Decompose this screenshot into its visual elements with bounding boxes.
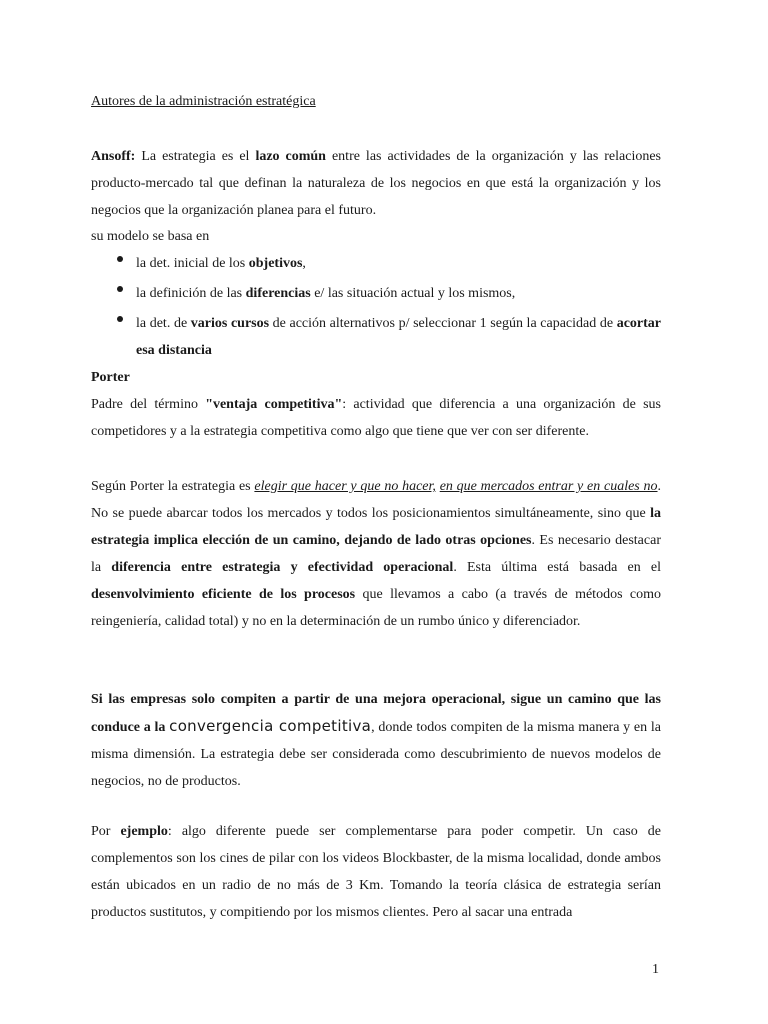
ejemplo-text-1: Por: [91, 824, 121, 839]
bullet-item-3: [136, 310, 661, 364]
ansoff-text-1: La estrategia es el: [135, 149, 256, 164]
segun-underline-2: en que mercados entrar y en cuales no: [439, 479, 658, 494]
segun-text-4: . Es necesario destacar la: [91, 533, 661, 575]
bullet-1-post: ,: [302, 256, 306, 271]
ejemplo-paragraph: [91, 818, 661, 926]
bullet-2-bold: diferencias: [245, 286, 311, 301]
bullet-1-bold: objetivos: [248, 256, 303, 271]
ansoff-paragraph: [91, 143, 661, 224]
bullet-icon: [117, 316, 123, 322]
segun-bold-1: la estrategia implica elección de un camino, dejando de lado otras opciones: [91, 506, 661, 548]
porter-heading-text: Porter: [91, 370, 130, 385]
bullet-3-pre: la det. de: [136, 316, 191, 331]
empresas-sans-term: convergencia competitiva: [169, 717, 372, 735]
ansoff-bold-1: lazo común: [255, 149, 326, 164]
ansoff-name: Ansoff:: [91, 149, 136, 164]
ansoff-text-2: entre las actividades de la organización y las relaciones producto-mercado tal que definan la naturaleza de los negocios en que está la organización y los negocios que la organización planea para el futuro.: [91, 149, 661, 218]
bullet-2-pre: la definición de las: [136, 286, 246, 301]
porter-bold: "ventaja competitiva": [205, 397, 343, 412]
porter-paragraph: [91, 391, 661, 445]
segun-text-6: que llevamos a cabo (a través de métodos como reingeniería, calidad total) y no en la determinación de un rumbo único y diferenciador.: [91, 587, 661, 629]
empresas-paragraph: [91, 686, 661, 795]
empresas-bold: Si las empresas solo compiten a partir de una mejora operacional, sigue un camino que las conduce a la: [91, 692, 661, 735]
bullet-3-post: de acción alternativos p/ seleccionar 1 según la capacidad de: [269, 316, 617, 331]
ejemplo-text-2: : algo diferente puede ser complementarse para poder competir. Un caso de complementos son los cines de pilar con los videos Blockbaster, de la misma localidad, donde ambos están ubicados en un radio de no más de 3 Km. Tomando la teoría clásica de estrategia serían productos sustitutos, y compitiendo por los mismos clientes. Pero al sacar una entrada: [91, 824, 661, 920]
document-title: Autores de la administración estratégica: [91, 94, 316, 109]
porter-text-2: : actividad que diferencia a una organización de sus competidores y a la estrategia competitiva como algo que tiene que ver con ser diferente.: [91, 397, 661, 439]
segun-porter-paragraph: [91, 473, 661, 635]
segun-text-1: Según Porter la estrategia es: [91, 479, 255, 494]
segun-bold-3: desenvolvimiento eficiente de los procesos: [91, 587, 356, 602]
segun-text-5: . Esta última está basada en el: [453, 560, 661, 575]
bullet-item-2: [136, 280, 661, 307]
porter-heading: [91, 369, 130, 387]
bullet-item-1: [136, 250, 661, 277]
porter-text-1: Padre del término: [91, 397, 206, 412]
bullet-icon: [117, 286, 123, 292]
bullet-1-pre: la det. inicial de los: [136, 256, 249, 271]
bullet-3-bold: varios cursos: [190, 316, 270, 331]
modelo-line: su modelo se basa en: [91, 229, 210, 244]
bullet-2-post: e/ las situación actual y los mismos,: [310, 286, 516, 301]
bullet-3-bold-2: acortar esa distancia: [136, 316, 662, 358]
ejemplo-bold: ejemplo: [120, 824, 168, 839]
segun-text-3: . No se puede abarcar todos los mercados y todos los posicionamientos simultáneamente, sino que: [91, 479, 662, 521]
page-number: 1: [652, 962, 659, 977]
segun-bold-2: diferencia entre estrategia y efectividad operacional: [111, 560, 454, 575]
segun-underline-1: elegir que hacer y que no hacer,: [254, 479, 436, 494]
empresas-text: , donde todos compiten de la misma manera y en la misma dimensión. La estrategia debe ser considerada como descubrimiento de nuevos modelos de negocios, no de productos.: [91, 720, 661, 789]
bullet-icon: [117, 256, 123, 262]
